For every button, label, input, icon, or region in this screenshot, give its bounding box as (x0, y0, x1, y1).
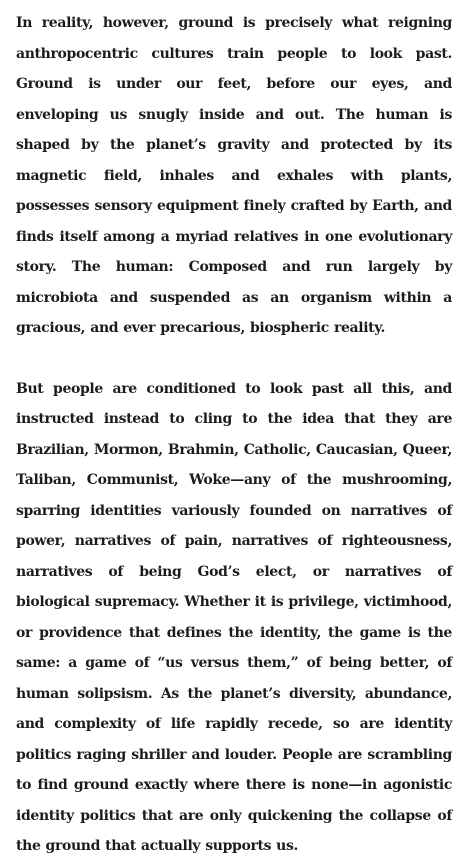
paragraph-1: In reality, however, ground is precisely what reigning anthropocentric cultures train people to look past. Ground is under our feet, before our eyes, and enveloping us snugly inside and out. The human is shaped by the planet’s gravity and protected by its magnetic field, inhales and exhales with plants, possesses sensory equipment finely crafted by Earth, and finds itself among a myriad relatives in one evolutionary story. The human: Composed and run largely by microbiota and suspended as an organism within a gracious, and ever precarious, biospheric reality. (16, 15, 452, 336)
paragraph-2: But people are conditioned to look past all this, and instructed instead to cling to the idea that they are Brazilian, Mormon, Brahmin, Catholic, Caucasian, Queer, Taliban, Communist, Woke—any of the mushrooming, sparring identities variously founded on narratives of power, narratives of pain, narratives of righteousness, narratives of being God’s elect, or narratives of biological supremacy. Whether it is privilege, victimhood, or providence that defines the identity, the game is the same: a game of “us versus them,” of being better, of human solipsism. As the planet’s diversity, abundance, and complexity of life rapidly recede, so are identity politics raging shriller and louder. People are scrambling to find ground exactly where there is none—in agonistic identity politics that are only quickening the collapse of the ground that actually supports us. (16, 380, 452, 854)
